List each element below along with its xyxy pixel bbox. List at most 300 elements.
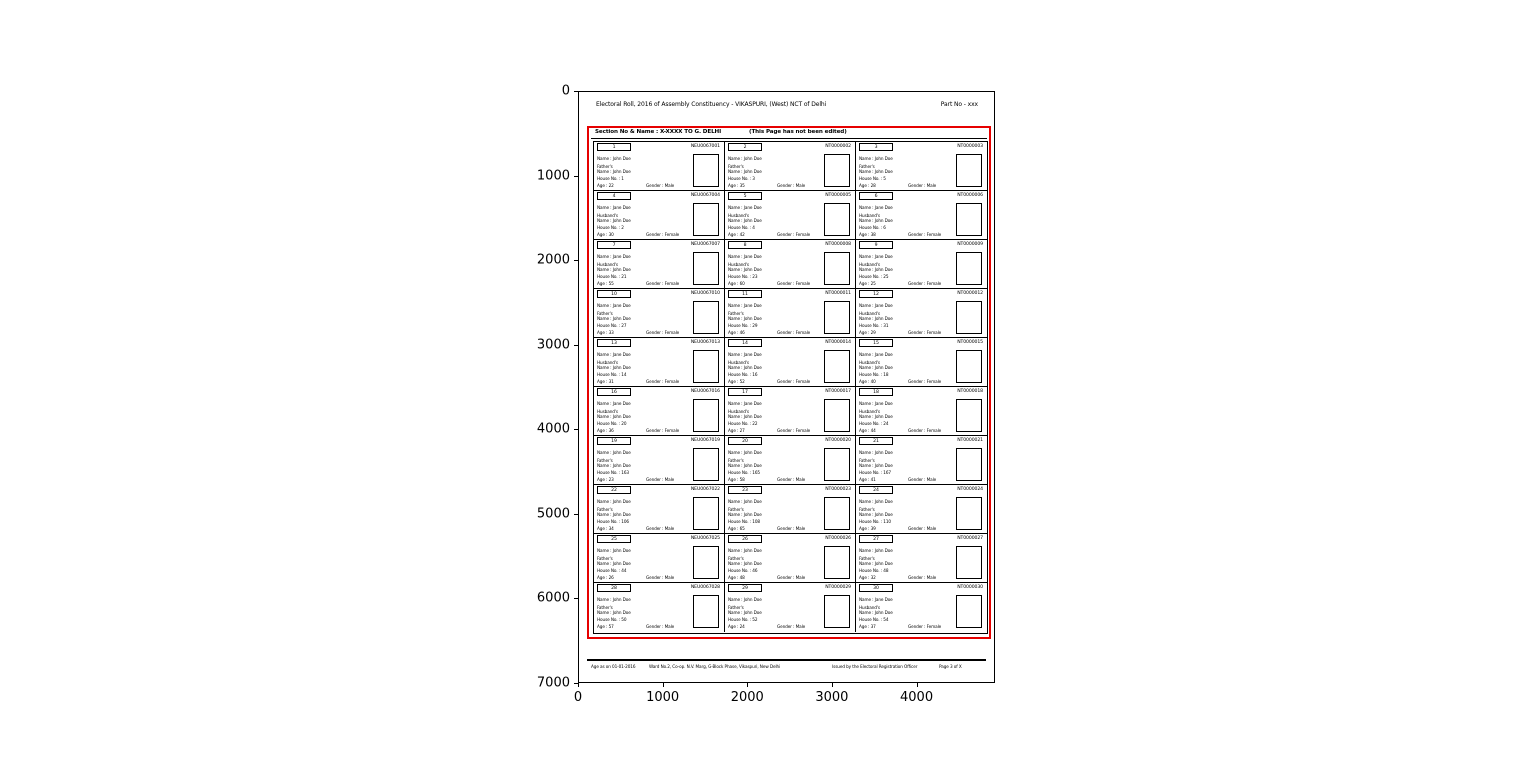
house-number: House No. : 14 — [597, 372, 627, 377]
serial-number-box: 22 — [597, 486, 631, 494]
voter-gender: Gender : Male — [908, 477, 937, 482]
voter-cell — [725, 534, 856, 583]
serial-number-box: 18 — [859, 388, 893, 396]
voter-age: Age : 42 — [728, 232, 745, 237]
voter-cell — [594, 387, 725, 436]
house-number: House No. : 44 — [597, 568, 627, 573]
house-number: House No. : 163 — [597, 470, 629, 475]
y-tick-label: 0 — [561, 83, 570, 99]
relation-label: Father's — [859, 556, 875, 561]
voter-name: Name : Jane Doe — [859, 205, 893, 210]
relation-label: Father's — [859, 164, 875, 169]
voter-gender: Gender : Female — [777, 330, 811, 335]
part-number: Part No - xxx — [940, 101, 978, 108]
voter-gender: Gender : Female — [646, 281, 680, 286]
relation-label: Husband's — [597, 409, 618, 414]
voter-name: Name : Jane Doe — [728, 352, 762, 357]
serial-number-box: 25 — [597, 535, 631, 543]
house-number: House No. : 48 — [859, 568, 889, 573]
voter-age: Age : 35 — [728, 183, 745, 188]
voter-age: Age : 31 — [597, 379, 614, 384]
photo-placeholder-box — [693, 448, 719, 481]
photo-placeholder-box — [824, 546, 850, 579]
voter-gender: Gender : Female — [908, 379, 942, 384]
voter-name: Name : John Doe — [728, 499, 762, 504]
relation-label: Husband's — [728, 213, 749, 218]
relation-name: Name : John Doe — [859, 316, 893, 321]
house-number: House No. : 167 — [859, 470, 891, 475]
relation-name: Name : John Doe — [859, 561, 893, 566]
epic-number: NT0000009 — [957, 242, 983, 247]
voter-gender: Gender : Female — [646, 379, 680, 384]
photo-placeholder-box — [956, 252, 982, 285]
epic-number: NT0000008 — [825, 242, 851, 247]
epic-number: NT0000014 — [825, 340, 851, 345]
relation-label: Husband's — [728, 262, 749, 267]
voter-name: Name : Jane Doe — [597, 205, 631, 210]
photo-placeholder-box — [956, 399, 982, 432]
epic-number: NT0000021 — [957, 438, 983, 443]
voter-cell — [594, 142, 725, 191]
voter-age: Age : 28 — [859, 183, 876, 188]
house-number: House No. : 46 — [728, 568, 758, 573]
section-label: Section No & Name : X-XXXX TO G. DELHI — [595, 129, 722, 135]
voter-age: Age : 30 — [597, 232, 614, 237]
serial-number-box: 12 — [859, 290, 893, 298]
epic-number: NT0000011 — [825, 291, 851, 296]
house-number: House No. : 23 — [728, 274, 758, 279]
voter-age: Age : 38 — [859, 232, 876, 237]
house-number: House No. : 1 — [597, 176, 624, 181]
x-tick-label: 2000 — [730, 690, 764, 705]
voter-cell — [725, 289, 856, 338]
voter-cell — [856, 338, 987, 387]
relation-label: Father's — [859, 458, 875, 463]
house-number: House No. : 22 — [728, 421, 758, 426]
voter-cell — [725, 240, 856, 289]
photo-placeholder-box — [693, 301, 719, 334]
voter-gender: Gender : Female — [908, 428, 942, 433]
house-number: House No. : 27 — [597, 323, 627, 328]
y-tick-label: 3000 — [536, 337, 570, 353]
voter-age: Age : 48 — [728, 575, 745, 580]
serial-number-box: 5 — [728, 192, 762, 200]
x-tick-label: 4000 — [900, 690, 934, 705]
house-number: House No. : 50 — [597, 617, 627, 622]
voter-gender: Gender : Male — [777, 183, 806, 188]
relation-label: Husband's — [859, 262, 880, 267]
x-tick-mark — [663, 683, 664, 687]
voter-gender: Gender : Female — [908, 232, 942, 237]
epic-number: NT0000026 — [825, 536, 851, 541]
relation-label: Father's — [728, 458, 744, 463]
house-number: House No. : 54 — [859, 617, 889, 622]
voter-gender: Gender : Female — [646, 428, 680, 433]
serial-number-box: 17 — [728, 388, 762, 396]
epic-number: NEU0067019 — [690, 438, 720, 443]
photo-placeholder-box — [824, 301, 850, 334]
relation-name: Name : John Doe — [728, 365, 762, 370]
footer-address: Ward No.2, Co-op. N.V. Marg, G-Block Phase, Vikaspuri, New Delhi — [649, 664, 781, 669]
relation-name: Name : John Doe — [728, 169, 762, 174]
footer-age-note: Age as on 01-01-2016 — [591, 664, 636, 669]
voter-age: Age : 65 — [728, 526, 745, 531]
photo-placeholder-box — [824, 154, 850, 187]
voter-gender: Gender : Female — [777, 428, 811, 433]
relation-label: Father's — [728, 311, 744, 316]
voter-name: Name : John Doe — [597, 499, 631, 504]
serial-number-box: 6 — [859, 192, 893, 200]
house-number: House No. : 2 — [597, 225, 624, 230]
relation-name: Name : John Doe — [728, 316, 762, 321]
house-number: House No. : 110 — [859, 519, 891, 524]
relation-name: Name : John Doe — [859, 169, 893, 174]
voter-cell — [725, 436, 856, 485]
voter-cell — [725, 338, 856, 387]
photo-placeholder-box — [956, 203, 982, 236]
x-tick-mark — [832, 683, 833, 687]
epic-number: NEU0067025 — [690, 536, 720, 541]
x-tick-mark — [747, 683, 748, 687]
epic-number: NEU0067001 — [690, 144, 720, 149]
house-number: House No. : 165 — [728, 470, 760, 475]
y-tick-label: 6000 — [536, 590, 570, 606]
voter-age: Age : 26 — [597, 575, 614, 580]
voter-name: Name : John Doe — [728, 450, 762, 455]
epic-number: NEU0067007 — [690, 242, 720, 247]
voter-gender: Gender : Female — [777, 232, 811, 237]
voter-gender: Gender : Male — [646, 575, 675, 580]
voter-name: Name : John Doe — [597, 548, 631, 553]
voter-name: Name : John Doe — [597, 450, 631, 455]
house-number: House No. : 5 — [859, 176, 886, 181]
voter-cell — [856, 289, 987, 338]
serial-number-box: 4 — [597, 192, 631, 200]
voter-age: Age : 22 — [597, 183, 614, 188]
voter-gender: Gender : Female — [777, 281, 811, 286]
plot-area — [578, 91, 995, 683]
section-header-band — [591, 129, 987, 139]
relation-label: Father's — [597, 164, 613, 169]
y-tick-label: 5000 — [536, 506, 570, 522]
serial-number-box: 16 — [597, 388, 631, 396]
voter-cell — [594, 240, 725, 289]
voter-gender: Gender : Male — [908, 526, 937, 531]
house-number: House No. : 6 — [859, 225, 886, 230]
voter-age: Age : 46 — [728, 330, 745, 335]
serial-number-box: 30 — [859, 584, 893, 592]
relation-label: Husband's — [859, 409, 880, 414]
voter-cell — [594, 583, 725, 632]
relation-name: Name : John Doe — [597, 561, 631, 566]
epic-number: NT0000003 — [957, 144, 983, 149]
relation-name: Name : John Doe — [859, 512, 893, 517]
voter-name: Name : Jane Doe — [597, 401, 631, 406]
photo-placeholder-box — [824, 350, 850, 383]
y-tick-label: 2000 — [536, 252, 570, 268]
voter-age: Age : 25 — [859, 281, 876, 286]
epic-number: NEU0067028 — [690, 585, 720, 590]
voter-gender: Gender : Male — [777, 575, 806, 580]
relation-name: Name : John Doe — [728, 267, 762, 272]
relation-name: Name : John Doe — [859, 610, 893, 615]
relation-name: Name : John Doe — [728, 512, 762, 517]
voter-age: Age : 36 — [597, 428, 614, 433]
voter-age: Age : 29 — [859, 330, 876, 335]
voter-name: Name : Jane Doe — [859, 401, 893, 406]
serial-number-box: 20 — [728, 437, 762, 445]
epic-number: NT0000030 — [957, 585, 983, 590]
y-tick-label: 4000 — [536, 421, 570, 437]
footer-divider — [587, 659, 986, 661]
voter-gender: Gender : Male — [646, 477, 675, 482]
photo-placeholder-box — [824, 399, 850, 432]
voter-cell — [856, 191, 987, 240]
serial-number-box: 29 — [728, 584, 762, 592]
voter-cell — [594, 436, 725, 485]
voter-cell — [856, 485, 987, 534]
photo-placeholder-box — [824, 203, 850, 236]
voter-age: Age : 33 — [597, 330, 614, 335]
relation-label: Father's — [728, 556, 744, 561]
serial-number-box: 3 — [859, 143, 893, 151]
voter-cell — [725, 583, 856, 632]
epic-number: NT0000024 — [957, 487, 983, 492]
photo-placeholder-box — [693, 203, 719, 236]
relation-label: Husband's — [728, 409, 749, 414]
relation-label: Father's — [728, 507, 744, 512]
voter-gender: Gender : Female — [908, 281, 942, 286]
voter-name: Name : John Doe — [728, 548, 762, 553]
voter-cell — [725, 387, 856, 436]
epic-number: NEU0067016 — [690, 389, 720, 394]
voter-gender: Gender : Male — [777, 477, 806, 482]
section-note: (This Page has not been edited) — [749, 129, 847, 135]
epic-number: NT0000029 — [825, 585, 851, 590]
document-title: Electoral Roll, 2016 of Assembly Constituency - VIKASPURI, (West) NCT of Delhi — [596, 101, 827, 108]
relation-name: Name : John Doe — [597, 610, 631, 615]
voter-gender: Gender : Male — [908, 575, 937, 580]
relation-name: Name : John Doe — [859, 267, 893, 272]
relation-name: Name : John Doe — [728, 414, 762, 419]
x-tick-label: 1000 — [646, 690, 680, 705]
voter-age: Age : 24 — [728, 624, 745, 629]
serial-number-box: 2 — [728, 143, 762, 151]
epic-number: NEU0067022 — [690, 487, 720, 492]
voter-name: Name : John Doe — [597, 156, 631, 161]
relation-name: Name : John Doe — [728, 561, 762, 566]
relation-label: Father's — [597, 605, 613, 610]
footer-officer: Issued by the Electoral Registration Officer — [832, 664, 918, 669]
house-number: House No. : 21 — [597, 274, 627, 279]
photo-placeholder-box — [693, 350, 719, 383]
voter-cell — [856, 583, 987, 632]
x-tick-mark — [578, 683, 579, 687]
voter-age: Age : 23 — [597, 477, 614, 482]
voter-age: Age : 27 — [728, 428, 745, 433]
relation-name: Name : John Doe — [728, 610, 762, 615]
house-number: House No. : 16 — [728, 372, 758, 377]
voter-name: Name : Jane Doe — [728, 303, 762, 308]
photo-placeholder-box — [693, 497, 719, 530]
voter-name: Name : Jane Doe — [597, 352, 631, 357]
x-tick-mark — [917, 683, 918, 687]
house-number: House No. : 20 — [597, 421, 627, 426]
house-number: House No. : 52 — [728, 617, 758, 622]
epic-number: NT0000027 — [957, 536, 983, 541]
voter-cell — [856, 534, 987, 583]
voter-age: Age : 39 — [859, 526, 876, 531]
serial-number-box: 24 — [859, 486, 893, 494]
serial-number-box: 11 — [728, 290, 762, 298]
photo-placeholder-box — [824, 252, 850, 285]
annotation-rectangle — [587, 126, 991, 639]
relation-label: Husband's — [728, 360, 749, 365]
voter-cell — [725, 191, 856, 240]
epic-number: NT0000018 — [957, 389, 983, 394]
voter-name: Name : John Doe — [859, 156, 893, 161]
photo-placeholder-box — [693, 252, 719, 285]
relation-label: Husband's — [597, 262, 618, 267]
relation-name: Name : John Doe — [597, 267, 631, 272]
y-tick-label: 7000 — [536, 675, 570, 691]
relation-label: Father's — [597, 556, 613, 561]
relation-label: Father's — [728, 605, 744, 610]
voter-cell — [856, 142, 987, 191]
voter-gender: Gender : Male — [646, 183, 675, 188]
x-tick-label: 0 — [573, 690, 583, 705]
voter-age: Age : 34 — [597, 526, 614, 531]
serial-number-box: 13 — [597, 339, 631, 347]
voter-name: Name : Jane Doe — [728, 205, 762, 210]
relation-label: Husband's — [859, 213, 880, 218]
relation-name: Name : John Doe — [597, 512, 631, 517]
voter-cell — [594, 534, 725, 583]
serial-number-box: 8 — [728, 241, 762, 249]
house-number: House No. : 106 — [597, 519, 629, 524]
serial-number-box: 10 — [597, 290, 631, 298]
voter-name: Name : John Doe — [859, 450, 893, 455]
voter-cell — [594, 485, 725, 534]
serial-number-box: 28 — [597, 584, 631, 592]
voter-cell — [594, 191, 725, 240]
photo-placeholder-box — [956, 350, 982, 383]
serial-number-box: 27 — [859, 535, 893, 543]
relation-label: Father's — [728, 164, 744, 169]
epic-number: NEU0067004 — [690, 193, 720, 198]
voter-gender: Gender : Male — [777, 624, 806, 629]
photo-placeholder-box — [693, 595, 719, 628]
voter-cell — [856, 240, 987, 289]
serial-number-box: 21 — [859, 437, 893, 445]
voter-age: Age : 32 — [859, 575, 876, 580]
footer-page-number: Page 3 of X — [939, 664, 962, 669]
relation-name: Name : John Doe — [859, 365, 893, 370]
serial-number-box: 19 — [597, 437, 631, 445]
y-tick-label: 1000 — [536, 168, 570, 184]
voter-gender: Gender : Male — [908, 183, 937, 188]
voter-gender: Gender : Female — [646, 232, 680, 237]
epic-number: NT0000002 — [825, 144, 851, 149]
voter-name: Name : Jane Doe — [859, 254, 893, 259]
voter-cell — [725, 142, 856, 191]
relation-name: Name : John Doe — [597, 365, 631, 370]
photo-placeholder-box — [956, 154, 982, 187]
house-number: House No. : 4 — [728, 225, 755, 230]
photo-placeholder-box — [824, 497, 850, 530]
photo-placeholder-box — [693, 546, 719, 579]
epic-number: NT0000015 — [957, 340, 983, 345]
house-number: House No. : 29 — [728, 323, 758, 328]
photo-placeholder-box — [956, 301, 982, 334]
x-tick-label: 3000 — [815, 690, 849, 705]
voter-gender: Gender : Female — [646, 330, 680, 335]
voter-name: Name : John Doe — [859, 548, 893, 553]
photo-placeholder-box — [956, 497, 982, 530]
serial-number-box: 15 — [859, 339, 893, 347]
voter-name: Name : John Doe — [859, 499, 893, 504]
voter-cell — [856, 436, 987, 485]
serial-number-box: 7 — [597, 241, 631, 249]
relation-name: Name : John Doe — [597, 316, 631, 321]
voter-age: Age : 40 — [859, 379, 876, 384]
serial-number-box: 23 — [728, 486, 762, 494]
epic-number: NT0000023 — [825, 487, 851, 492]
relation-label: Father's — [597, 458, 613, 463]
voter-age: Age : 41 — [859, 477, 876, 482]
photo-placeholder-box — [693, 399, 719, 432]
relation-label: Father's — [597, 311, 613, 316]
relation-name: Name : John Doe — [597, 463, 631, 468]
relation-label: Father's — [859, 507, 875, 512]
relation-label: Husband's — [859, 360, 880, 365]
voter-name: Name : Jane Doe — [728, 254, 762, 259]
voter-name: Name : Jane Doe — [859, 597, 893, 602]
photo-placeholder-box — [956, 595, 982, 628]
relation-label: Husband's — [859, 605, 880, 610]
relation-label: Father's — [597, 507, 613, 512]
photo-placeholder-box — [956, 546, 982, 579]
house-number: House No. : 108 — [728, 519, 760, 524]
voter-grid — [593, 141, 988, 634]
voter-gender: Gender : Male — [646, 526, 675, 531]
relation-name: Name : John Doe — [597, 218, 631, 223]
relation-label: Husband's — [597, 360, 618, 365]
voter-age: Age : 58 — [728, 477, 745, 482]
voter-cell — [725, 485, 856, 534]
voter-age: Age : 57 — [597, 624, 614, 629]
serial-number-box: 1 — [597, 143, 631, 151]
relation-name: Name : John Doe — [859, 414, 893, 419]
photo-placeholder-box — [956, 448, 982, 481]
relation-name: Name : John Doe — [597, 169, 631, 174]
voter-name: Name : Jane Doe — [859, 303, 893, 308]
house-number: House No. : 24 — [859, 421, 889, 426]
epic-number: NEU0067013 — [690, 340, 720, 345]
voter-age: Age : 52 — [728, 379, 745, 384]
serial-number-box: 26 — [728, 535, 762, 543]
voter-name: Name : Jane Doe — [597, 254, 631, 259]
voter-age: Age : 55 — [597, 281, 614, 286]
house-number: House No. : 3 — [728, 176, 755, 181]
voter-cell — [594, 289, 725, 338]
epic-number: NT0000020 — [825, 438, 851, 443]
epic-number: NT0000006 — [957, 193, 983, 198]
epic-number: NT0000005 — [825, 193, 851, 198]
photo-placeholder-box — [824, 595, 850, 628]
voter-gender: Gender : Male — [777, 526, 806, 531]
voter-cell — [856, 387, 987, 436]
